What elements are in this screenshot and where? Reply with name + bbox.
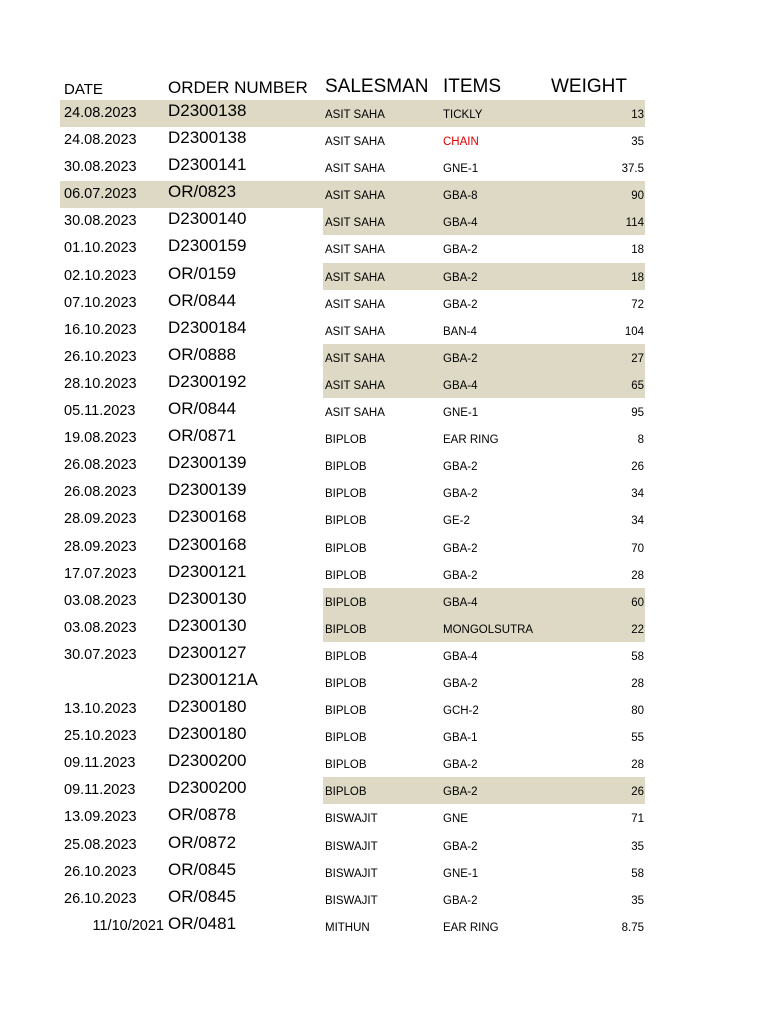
cell-salesman: MITHUN (325, 921, 370, 934)
cell-salesman: BIPLOB (325, 596, 367, 609)
cell-order-number: D2300139 (168, 480, 247, 500)
cell-date: 11/10/2021 (92, 917, 164, 934)
cell-date: 13.09.2023 (64, 809, 137, 826)
table-row (60, 235, 650, 262)
cell-salesman: BISWAJIT (325, 894, 378, 907)
cell-weight: 27 (631, 352, 644, 365)
cell-salesman: ASIT SAHA (325, 352, 385, 365)
cell-salesman: ASIT SAHA (325, 136, 385, 149)
cell-date: 06.07.2023 (64, 186, 137, 203)
cell-item: CHAIN (443, 136, 479, 149)
cell-item: EAR RING (443, 921, 499, 934)
cell-order-number: D2300168 (168, 534, 247, 554)
header-order-number: ORDER NUMBER (168, 78, 308, 97)
table-row (60, 832, 650, 859)
cell-order-number: D2300180 (168, 697, 247, 717)
cell-weight: 28 (631, 677, 644, 690)
cell-order-number: D2300121A (168, 669, 258, 689)
cell-weight: 55 (631, 732, 644, 745)
table-row (60, 750, 650, 777)
header-salesman: SALESMAN (325, 76, 429, 97)
cell-salesman: ASIT SAHA (325, 109, 385, 121)
cell-salesman: ASIT SAHA (325, 244, 385, 257)
cell-order-number: D2300138 (168, 128, 247, 148)
cell-weight: 26 (631, 786, 644, 799)
cell-item: GBA-1 (443, 732, 478, 745)
cell-date: 30.07.2023 (64, 646, 137, 663)
cell-weight: 60 (631, 596, 644, 609)
cell-order-number: OR/0845 (168, 859, 237, 879)
cell-order-number: OR/0823 (168, 182, 237, 202)
cell-order-number: D2300200 (168, 778, 247, 798)
cell-date: 28.10.2023 (64, 375, 137, 392)
cell-item: GBA-4 (443, 650, 478, 663)
table-row (60, 371, 650, 398)
table-row (60, 804, 650, 831)
table-row (60, 506, 650, 533)
cell-salesman: ASIT SAHA (325, 190, 385, 203)
cell-item: BAN-4 (443, 325, 477, 338)
table-row (60, 398, 650, 425)
cell-order-number: D2300127 (168, 642, 247, 662)
cell-weight: 70 (631, 542, 644, 555)
cell-date: 09.11.2023 (64, 782, 136, 799)
data-rows (60, 100, 650, 940)
table-row (60, 669, 650, 696)
cell-date: 25.08.2023 (64, 836, 137, 853)
cell-weight: 35 (631, 894, 644, 907)
table-row (60, 615, 650, 642)
cell-weight: 114 (625, 217, 644, 230)
cell-item: MONGOLSUTRA (443, 623, 534, 636)
table-row (60, 154, 650, 181)
cell-item: GBA-2 (443, 677, 478, 690)
cell-date: 26.10.2023 (64, 890, 137, 907)
cell-salesman: ASIT SAHA (325, 325, 385, 338)
header-date: DATE (64, 81, 103, 98)
cell-order-number: D2300141 (168, 155, 247, 175)
cell-order-number: D2300168 (168, 507, 247, 527)
cell-date: 03.08.2023 (64, 592, 137, 609)
cell-date: 16.10.2023 (64, 321, 137, 338)
cell-salesman: BIPLOB (325, 542, 367, 555)
table-row (60, 886, 650, 913)
cell-order-number: OR/0888 (168, 344, 237, 364)
cell-salesman: BIPLOB (325, 732, 367, 745)
cell-salesman: BIPLOB (325, 650, 367, 663)
cell-salesman: BIPLOB (325, 677, 367, 690)
table-row (60, 127, 650, 154)
table-row (60, 913, 650, 940)
cell-date: 26.10.2023 (64, 348, 137, 365)
table-row (60, 723, 650, 750)
cell-date: 19.08.2023 (64, 430, 137, 447)
cell-order-number: D2300121 (168, 561, 247, 581)
cell-weight: 34 (631, 488, 644, 501)
cell-weight: 65 (631, 379, 644, 392)
cell-item: GBA-2 (443, 298, 478, 311)
cell-salesman: BISWAJIT (325, 840, 378, 853)
header-items: ITEMS (443, 76, 502, 97)
table-row (60, 100, 650, 127)
table-row (60, 208, 650, 235)
table-row (60, 425, 650, 452)
cell-item: GNE-1 (443, 163, 479, 176)
cell-weight: 34 (631, 515, 644, 528)
table-row (60, 642, 650, 669)
cell-order-number: OR/0872 (168, 832, 237, 852)
table-row (60, 696, 650, 723)
cell-order-number: D2300159 (168, 236, 247, 256)
cell-order-number: D2300139 (168, 453, 247, 473)
cell-item: GBA-4 (443, 596, 478, 609)
cell-order-number: D2300200 (168, 751, 247, 771)
cell-order-number: D2300138 (168, 101, 247, 120)
cell-weight: 104 (624, 325, 644, 338)
cell-weight: 95 (631, 407, 644, 420)
cell-date: 26.08.2023 (64, 484, 137, 501)
cell-item: GBA-2 (443, 840, 478, 853)
cell-item: TICKLY (443, 109, 483, 121)
cell-order-number: OR/0845 (168, 886, 237, 906)
cell-order-number: OR/0159 (168, 263, 237, 283)
cell-weight: 90 (631, 190, 644, 203)
cell-date: 30.08.2023 (64, 213, 137, 230)
cell-weight: 35 (631, 840, 644, 853)
cell-weight: 28 (631, 759, 644, 772)
table-row (60, 344, 650, 371)
cell-item: GBA-2 (443, 786, 478, 799)
cell-weight: 8.75 (621, 921, 644, 934)
cell-salesman: BIPLOB (325, 705, 367, 718)
cell-date: 24.08.2023 (64, 132, 137, 149)
spreadsheet (60, 72, 650, 940)
cell-date: 02.10.2023 (64, 267, 137, 284)
cell-item: GBA-2 (443, 244, 478, 257)
cell-order-number: OR/0844 (168, 399, 237, 419)
cell-date: 07.10.2023 (64, 294, 137, 311)
cell-date: 03.08.2023 (64, 619, 137, 636)
cell-date: 13.10.2023 (64, 701, 137, 718)
cell-date: 25.10.2023 (64, 728, 137, 745)
cell-salesman: ASIT SAHA (325, 379, 385, 392)
cell-order-number: OR/0871 (168, 426, 237, 446)
cell-weight: 13 (631, 109, 644, 121)
cell-order-number: OR/0844 (168, 290, 237, 310)
cell-order-number: OR/0878 (168, 805, 237, 825)
cell-item: GBA-2 (443, 759, 478, 772)
cell-item: GBA-8 (443, 190, 478, 203)
cell-item: GBA-2 (443, 352, 478, 365)
table-row (60, 777, 650, 804)
cell-item: GCH-2 (443, 705, 479, 718)
header-weight: WEIGHT (551, 76, 627, 97)
cell-order-number: D2300130 (168, 615, 247, 635)
cell-item: GBA-4 (443, 379, 478, 392)
cell-weight: 58 (631, 650, 644, 663)
cell-date: 24.08.2023 (64, 105, 137, 121)
cell-order-number: OR/0481 (168, 913, 237, 933)
cell-order-number: D2300140 (168, 209, 247, 229)
cell-salesman: BIPLOB (325, 786, 367, 799)
cell-item: GE-2 (443, 515, 470, 528)
cell-weight: 72 (631, 298, 644, 311)
cell-date: 26.08.2023 (64, 457, 137, 474)
cell-order-number: D2300184 (168, 317, 247, 337)
cell-weight: 28 (631, 569, 644, 582)
cell-date: 05.11.2023 (64, 403, 136, 420)
table-row (60, 859, 650, 886)
table-row (60, 452, 650, 479)
cell-salesman: ASIT SAHA (325, 298, 385, 311)
cell-salesman: BIPLOB (325, 515, 367, 528)
cell-weight: 26 (631, 461, 644, 474)
cell-salesman: BIPLOB (325, 623, 367, 636)
table-row (60, 588, 650, 615)
cell-salesman: ASIT SAHA (325, 217, 385, 230)
cell-salesman: BIPLOB (325, 759, 367, 772)
cell-date: 28.09.2023 (64, 538, 137, 555)
cell-item: GNE (443, 813, 468, 826)
cell-item: GBA-2 (443, 488, 478, 501)
table-row (60, 263, 650, 290)
cell-weight: 37.5 (621, 163, 644, 176)
cell-date: 28.09.2023 (64, 511, 137, 528)
cell-item: GNE-1 (443, 407, 479, 420)
cell-date: 01.10.2023 (64, 240, 137, 257)
table-row (60, 290, 650, 317)
cell-item: GBA-2 (443, 542, 478, 555)
cell-weight: 58 (631, 867, 644, 880)
table-row (60, 181, 650, 208)
table-row (60, 479, 650, 506)
cell-item: GBA-2 (443, 569, 478, 582)
cell-order-number: D2300130 (168, 588, 247, 608)
cell-salesman: ASIT SAHA (325, 271, 385, 284)
table-row (60, 561, 650, 588)
cell-salesman: ASIT SAHA (325, 163, 385, 176)
cell-salesman: BISWAJIT (325, 813, 378, 826)
cell-date: 30.08.2023 (64, 159, 137, 176)
cell-weight: 35 (631, 136, 644, 149)
cell-item: GBA-2 (443, 461, 478, 474)
cell-item: EAR RING (443, 434, 499, 447)
cell-salesman: BIPLOB (325, 488, 367, 501)
table-row (60, 317, 650, 344)
table-row (60, 534, 650, 561)
cell-date: 26.10.2023 (64, 863, 137, 880)
cell-item: GBA-4 (443, 217, 478, 230)
cell-item: GBA-2 (443, 894, 478, 907)
cell-item: GBA-2 (443, 271, 478, 284)
cell-weight: 80 (631, 705, 644, 718)
cell-order-number: D2300180 (168, 724, 247, 744)
cell-salesman: BIPLOB (325, 461, 367, 474)
cell-salesman: BISWAJIT (325, 867, 378, 880)
cell-date: 09.11.2023 (64, 755, 136, 772)
cell-item: GNE-1 (443, 867, 479, 880)
header-row (60, 72, 650, 100)
cell-weight: 18 (631, 244, 644, 257)
cell-salesman: BIPLOB (325, 434, 367, 447)
cell-weight: 22 (631, 623, 644, 636)
cell-weight: 8 (637, 434, 644, 447)
cell-weight: 71 (631, 813, 644, 826)
cell-weight: 18 (631, 271, 644, 284)
cell-date: 17.07.2023 (64, 565, 137, 582)
cell-salesman: ASIT SAHA (325, 407, 385, 420)
cell-salesman: BIPLOB (325, 569, 367, 582)
cell-order-number: D2300192 (168, 371, 247, 391)
